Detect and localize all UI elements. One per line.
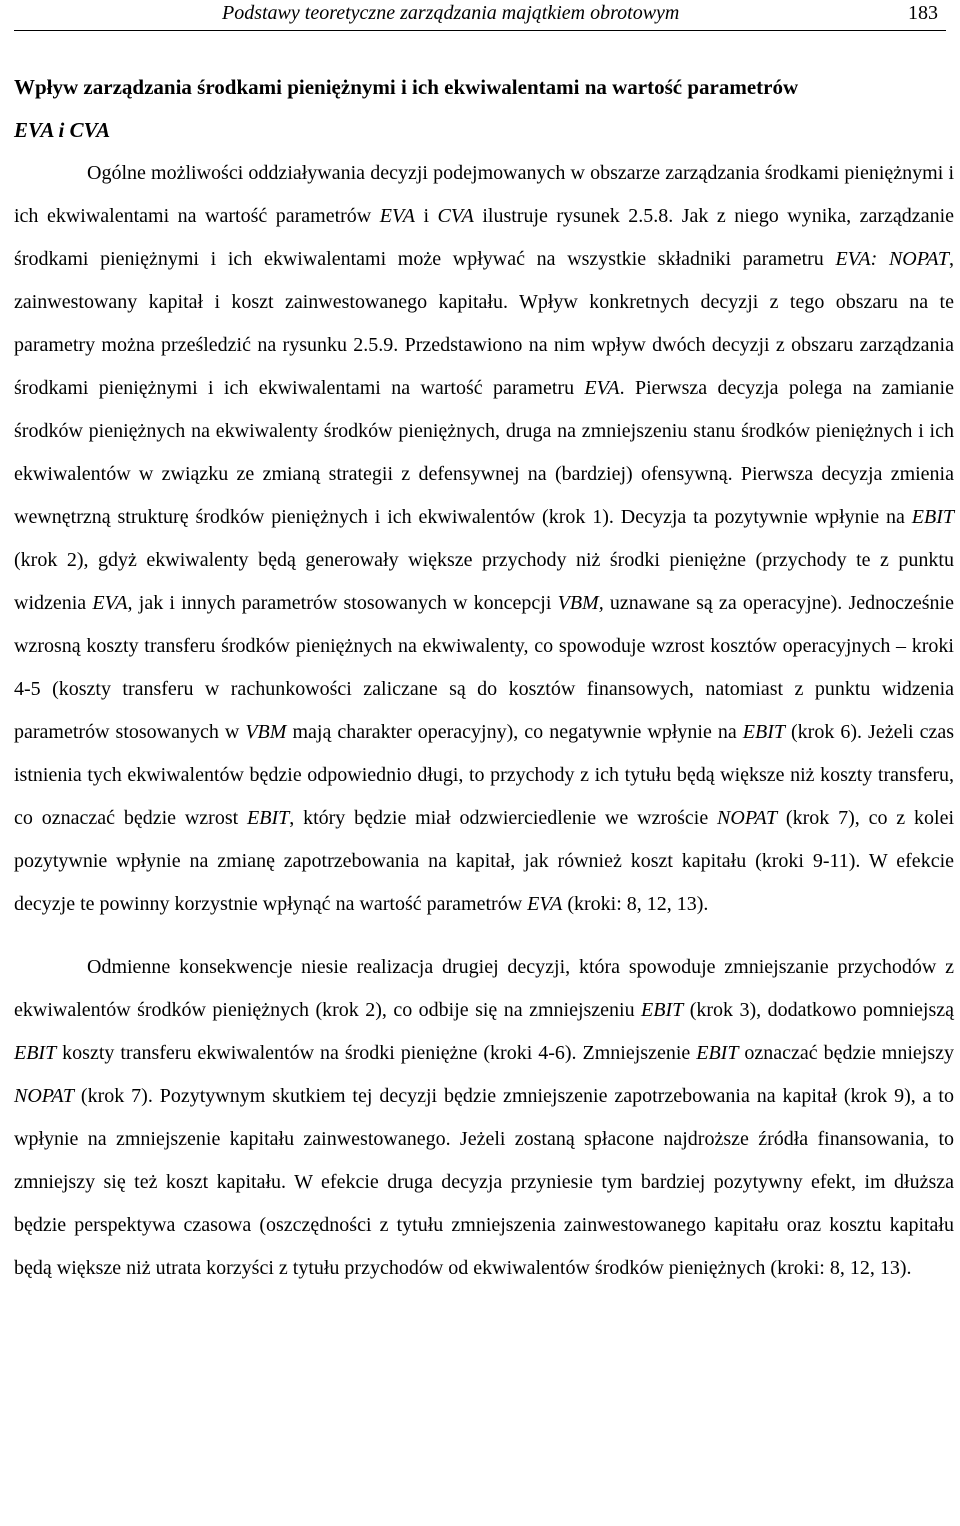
- term-vbm: VBM,: [557, 592, 604, 614]
- text-run: , który będzie miał odzwierciedlenie we wzroście: [289, 807, 718, 829]
- term-eva: EVA: [379, 205, 415, 227]
- section-heading-line-1: Wpływ zarządzania środkami pieniężnymi i ich ekwiwalentami na wartość parametrów: [14, 75, 799, 99]
- term-nopat: NOPAT: [14, 1085, 75, 1107]
- text-run: , zainwestowany kapitał i koszt zainwestowanego kapitału. Wpływ konkretnych decyzji z tego obszaru na te parametry można prześledzić na rysunku 2.5.9. Przedstawiono na nim wpływ dwóch decyzji z obszaru zarządzania środkami pieniężnymi i ich ekwiwalentami na wartość parametru: [14, 248, 954, 399]
- section-heading-line-2: EVA i CVA: [14, 118, 111, 142]
- text-run: (kroki: 8, 12, 13).: [562, 893, 709, 915]
- text-run: jak i innych parametrów stosowanych w koncepcji: [132, 592, 558, 614]
- text-run: koszty transferu ekwiwalentów na środki pieniężne (kroki 4-6). Zmniejszenie: [56, 1042, 697, 1064]
- page-number: 183: [908, 2, 938, 24]
- term-eva: EVA: [584, 377, 620, 399]
- paragraph-1: [14, 152, 954, 926]
- term-ebit: EBIT: [641, 999, 684, 1021]
- text-run: i: [414, 205, 438, 227]
- term-nopat: NOPAT: [717, 807, 778, 829]
- document-body: [14, 66, 954, 1290]
- text-run: oznaczać będzie mniejszy: [738, 1042, 955, 1064]
- paragraph-2: [14, 946, 954, 1290]
- text-run: Odmienne konsekwencje niesie realizacja drugiej decyzji, która spowoduje zmniejszanie przychodów z ekwiwalentów środków pieniężnych (krok 2), co odbije się na zmniejszeniu: [14, 956, 954, 1021]
- term-vbm: VBM: [245, 721, 287, 743]
- term-eva: EVA: [527, 893, 563, 915]
- section-heading: [14, 66, 954, 152]
- text-run: mają charakter operacyjny), co negatywnie wpłynie na: [286, 721, 743, 743]
- text-run: (krok 6). Jeżeli czas istnienia tych ekwiwalentów będzie odpowiednio długi, to przychody z ich tytułu będą większe niż koszty transferu, co oznaczać będzie wzrost: [14, 721, 954, 829]
- term-ebit: EBIT: [14, 1042, 57, 1064]
- term-ebit: EBIT: [247, 807, 290, 829]
- running-header-title: Podstawy teoretyczne zarządzania majątkiem obrotowym: [222, 2, 680, 24]
- text-run: (krok 3), dodatkowo pomniejszą: [683, 999, 954, 1021]
- term-ebit: EBIT: [696, 1042, 739, 1064]
- term-cva: CVA: [437, 205, 474, 227]
- text-run: Ogólne możliwości oddziaływania decyzji podejmowanych w obszarze zarządzania środkami pieniężnymi i ich ekwiwalentami na wartość parametrów: [14, 162, 954, 227]
- term-ebit: EBIT: [911, 506, 954, 528]
- term-eva: EVA,: [92, 592, 133, 614]
- running-header: [14, 0, 946, 31]
- text-run: uznawane są za operacyjne). Jednocześnie wzrosną koszty transferu środków pieniężnych na ekwiwalenty, co spowoduje wzrost kosztów operacyjnych – kroki 4-5 (koszty transferu w rachunkowości zaliczane są do kosztów finansowych, natomiast z punktu widzenia parametrów stosowanych w: [14, 592, 954, 743]
- text-run: . Pierwsza decyzja polega na zamianie środków pieniężnych na ekwiwalenty środków pieniężnych, druga na zmniejszeniu stanu środków pieniężnych i ich ekwiwalentów w związku ze zmianą strategii z defensywnej na (bardziej) ofensywną. Pierwsza decyzja zmienia wewnętrzną strukturę środków pieniężnych i ich ekwiwalentów (krok 1). Decyzja ta pozytywnie wpłynie na: [14, 377, 954, 528]
- text-run: (krok 7). Pozytywnym skutkiem tej decyzji będzie zmniejszenie zapotrzebowania na kapitał (krok 9), a to wpłynie na zmniejszenie kapitału zainwestowanego. Jeżeli zostaną spłacone najdroższe źródła finansowania, to zmniejszy się też koszt kapitału. W efekcie druga decyzja przyniesie tym bardziej pozytywny efekt, im dłuższa będzie perspektywa czasowa (oszczędności z tytułu zmniejszenia zainwestowanego kapitału oraz kosztu kapitału będą większe niż utrata korzyści z tytułu przychodów od ekwiwalentów środków pieniężnych (kroki: 8, 12, 13).: [14, 1085, 954, 1279]
- term-ebit: EBIT: [742, 721, 785, 743]
- text-run: (krok 7), co z kolei pozytywnie wpłynie na zmianę zapotrzebowania na kapitał, jak również koszt kapitału (kroki 9-11). W efekcie decyzje te powinny korzystnie wpłynąć na wartość parametrów: [14, 807, 954, 915]
- term-eva-nopat: EVA: NOPAT: [835, 248, 949, 270]
- text-run: (krok 2), gdyż ekwiwalenty będą generowały większe przychody niż środki pieniężne (przychody te z punktu widzenia: [14, 549, 954, 614]
- text-run: ilustruje rysunek 2.5.8. Jak z niego wynika, zarządzanie środkami pieniężnymi i ich ekwiwalentami może wpływać na wszystkie składniki parametru: [14, 205, 954, 270]
